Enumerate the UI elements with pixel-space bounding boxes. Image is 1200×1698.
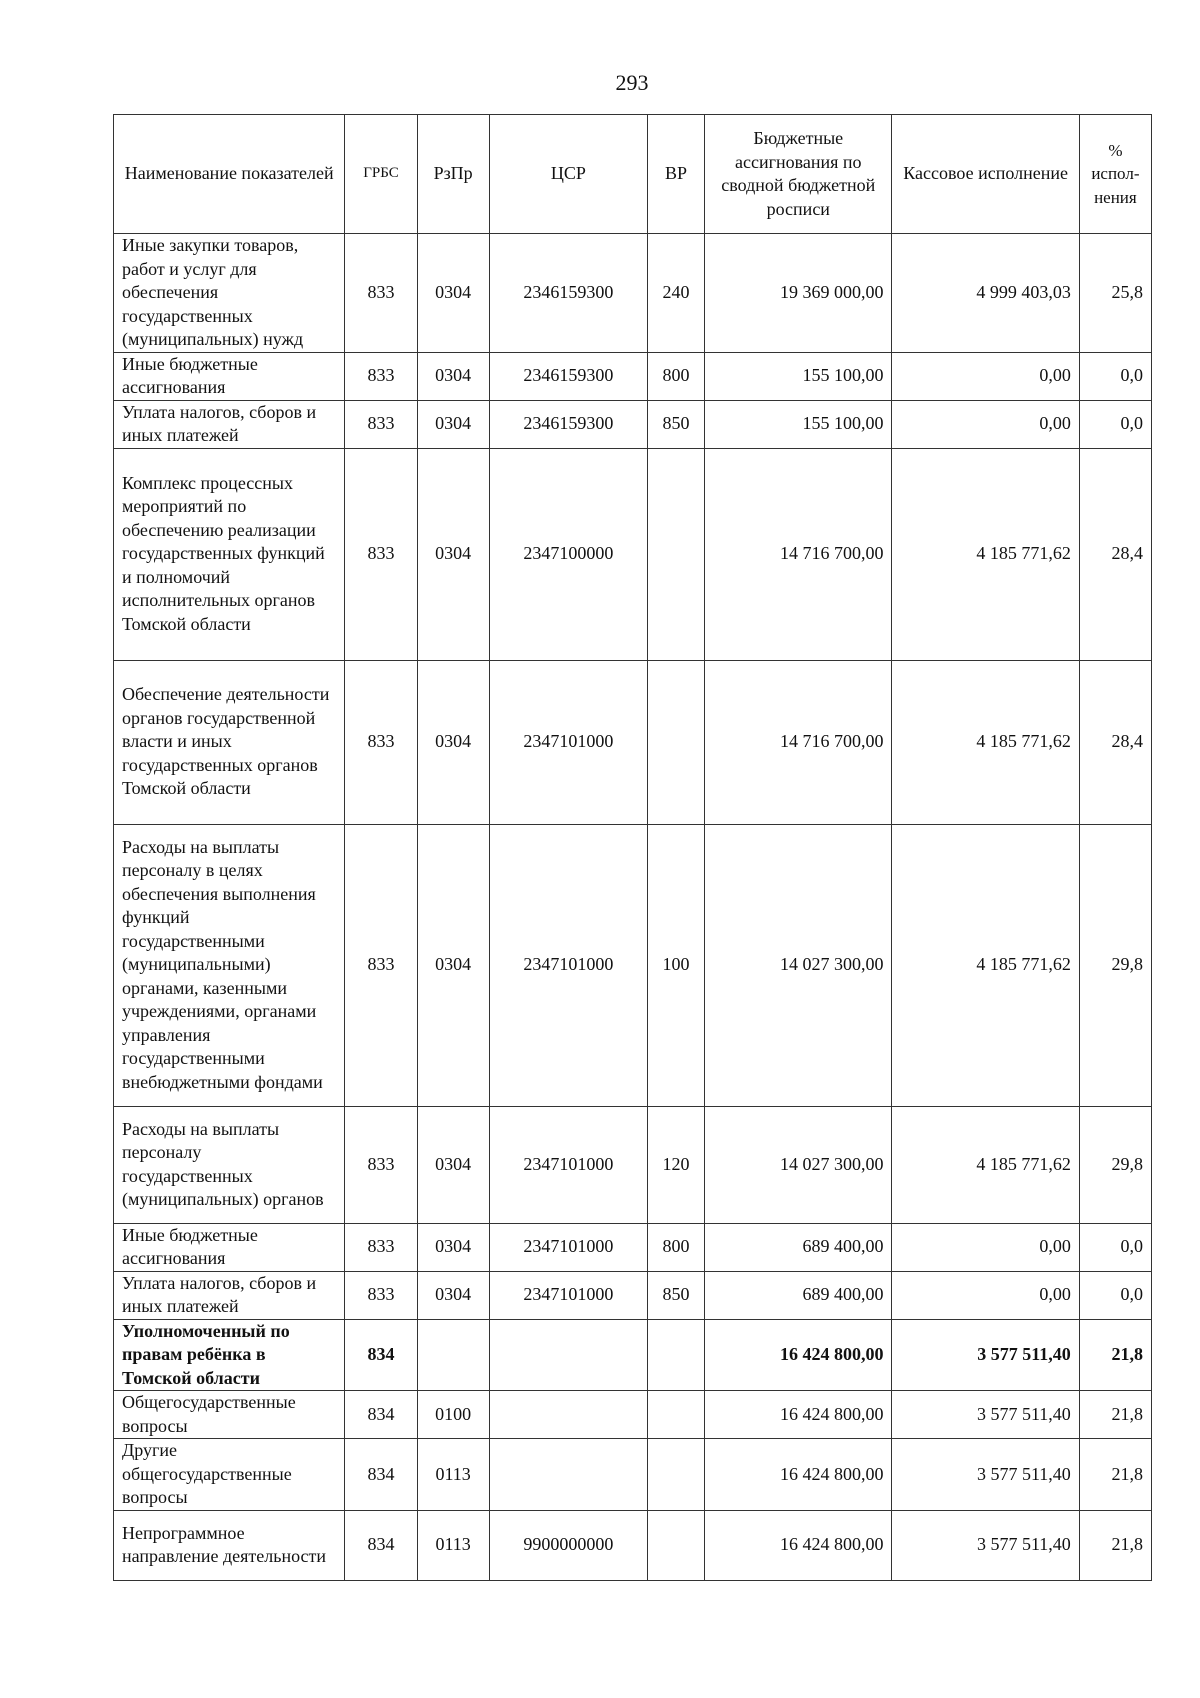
- cell-assignments: 155 100,00: [705, 400, 892, 448]
- cell-cash: 3 577 511,40: [892, 1439, 1079, 1511]
- cell-pct: 0,0: [1079, 352, 1151, 400]
- cell-assignments: 16 424 800,00: [705, 1391, 892, 1439]
- cell-cash: 4 185 771,62: [892, 824, 1079, 1106]
- cell-vr: [647, 1439, 704, 1511]
- cell-assignments: 689 400,00: [705, 1271, 892, 1319]
- cell-name: Иные бюджетные ассигнования: [114, 352, 345, 400]
- table-row: [114, 1391, 1152, 1439]
- cell-pct: 25,8: [1079, 234, 1151, 353]
- table-row: [114, 1510, 1152, 1580]
- cell-rzpr: 0304: [417, 824, 489, 1106]
- cell-cash: 4 185 771,62: [892, 1106, 1079, 1223]
- cell-name: Уполномоченный по правам ребёнка в Томской области: [114, 1319, 345, 1391]
- cell-pct: 29,8: [1079, 1106, 1151, 1223]
- cell-assignments: 14 027 300,00: [705, 1106, 892, 1223]
- cell-vr: [647, 1510, 704, 1580]
- table-row: [114, 234, 1152, 353]
- cell-pct: 0,0: [1079, 1223, 1151, 1271]
- header-pct: % испол-нения: [1079, 115, 1151, 234]
- table-header: [114, 115, 1152, 234]
- cell-cash: 0,00: [892, 400, 1079, 448]
- cell-rzpr: 0304: [417, 448, 489, 660]
- cell-assignments: 19 369 000,00: [705, 234, 892, 353]
- header-vr: ВР: [647, 115, 704, 234]
- cell-pct: 21,8: [1079, 1391, 1151, 1439]
- cell-name: Другие общегосударственные вопросы: [114, 1439, 345, 1511]
- cell-grbs: 833: [345, 448, 417, 660]
- cell-name: Комплекс процессных мероприятий по обеспечению реализации государственных функций и полномочий исполнительных органов Томской области: [114, 448, 345, 660]
- cell-rzpr: 0304: [417, 1106, 489, 1223]
- cell-grbs: 833: [345, 660, 417, 824]
- table-row: [114, 400, 1152, 448]
- cell-grbs: 834: [345, 1319, 417, 1391]
- cell-vr: 120: [647, 1106, 704, 1223]
- cell-grbs: 834: [345, 1391, 417, 1439]
- cell-csr: 2347101000: [489, 660, 647, 824]
- cell-grbs: 833: [345, 824, 417, 1106]
- cell-csr: 2347100000: [489, 448, 647, 660]
- cell-assignments: 16 424 800,00: [705, 1439, 892, 1511]
- cell-rzpr: 0304: [417, 400, 489, 448]
- cell-assignments: 16 424 800,00: [705, 1319, 892, 1391]
- cell-csr: 2347101000: [489, 1271, 647, 1319]
- cell-rzpr: 0304: [417, 1271, 489, 1319]
- header-rzpr: РзПр: [417, 115, 489, 234]
- cell-assignments: 14 716 700,00: [705, 660, 892, 824]
- header-csr: ЦСР: [489, 115, 647, 234]
- cell-grbs: 834: [345, 1510, 417, 1580]
- cell-assignments: 155 100,00: [705, 352, 892, 400]
- cell-grbs: 833: [345, 1106, 417, 1223]
- cell-pct: 21,8: [1079, 1510, 1151, 1580]
- cell-cash: 3 577 511,40: [892, 1510, 1079, 1580]
- cell-pct: 0,0: [1079, 1271, 1151, 1319]
- cell-pct: 21,8: [1079, 1439, 1151, 1511]
- table-row: [114, 1319, 1152, 1391]
- table-row: [114, 1439, 1152, 1511]
- budget-execution-table: [113, 114, 1152, 1581]
- cell-grbs: 834: [345, 1439, 417, 1511]
- cell-csr: 2347101000: [489, 1106, 647, 1223]
- table-row: [114, 352, 1152, 400]
- table-row: [114, 660, 1152, 824]
- cell-rzpr: 0304: [417, 234, 489, 353]
- cell-name: Расходы на выплаты персоналу государственных (муниципальных) органов: [114, 1106, 345, 1223]
- cell-name: Обеспечение деятельности органов государственной власти и иных государственных органов Томской области: [114, 660, 345, 824]
- cell-grbs: 833: [345, 1271, 417, 1319]
- cell-name: Иные бюджетные ассигнования: [114, 1223, 345, 1271]
- cell-cash: 0,00: [892, 352, 1079, 400]
- cell-grbs: 833: [345, 1223, 417, 1271]
- header-assignments: Бюджетные ассигнования по сводной бюджетной росписи: [705, 115, 892, 234]
- cell-pct: 29,8: [1079, 824, 1151, 1106]
- cell-cash: 4 185 771,62: [892, 660, 1079, 824]
- cell-vr: 850: [647, 1271, 704, 1319]
- cell-csr: 9900000000: [489, 1510, 647, 1580]
- header-cash: Кассовое исполнение: [892, 115, 1079, 234]
- cell-csr: 2346159300: [489, 400, 647, 448]
- cell-name: Непрограммное направление деятельности: [114, 1510, 345, 1580]
- header-grbs: ГРБС: [345, 115, 417, 234]
- cell-assignments: 689 400,00: [705, 1223, 892, 1271]
- cell-name: Иные закупки товаров, работ и услуг для обеспечения государственных (муниципальных) нужд: [114, 234, 345, 353]
- cell-assignments: 14 716 700,00: [705, 448, 892, 660]
- cell-vr: 240: [647, 234, 704, 353]
- table-row: [114, 448, 1152, 660]
- cell-vr: 800: [647, 1223, 704, 1271]
- cell-rzpr: 0100: [417, 1391, 489, 1439]
- table-row: [114, 1106, 1152, 1223]
- header-name: Наименование показателей: [114, 115, 345, 234]
- cell-csr: 2346159300: [489, 352, 647, 400]
- cell-csr: 2347101000: [489, 824, 647, 1106]
- cell-rzpr: 0304: [417, 352, 489, 400]
- cell-assignments: 14 027 300,00: [705, 824, 892, 1106]
- cell-pct: 21,8: [1079, 1319, 1151, 1391]
- cell-vr: 850: [647, 400, 704, 448]
- cell-grbs: 833: [345, 234, 417, 353]
- cell-cash: 3 577 511,40: [892, 1319, 1079, 1391]
- cell-cash: 3 577 511,40: [892, 1391, 1079, 1439]
- cell-pct: 28,4: [1079, 660, 1151, 824]
- cell-vr: [647, 448, 704, 660]
- table-row: [114, 824, 1152, 1106]
- cell-rzpr: 0304: [417, 1223, 489, 1271]
- cell-assignments: 16 424 800,00: [705, 1510, 892, 1580]
- cell-csr: [489, 1439, 647, 1511]
- cell-pct: 28,4: [1079, 448, 1151, 660]
- cell-rzpr: 0113: [417, 1439, 489, 1511]
- cell-name: Уплата налогов, сборов и иных платежей: [114, 400, 345, 448]
- cell-csr: 2346159300: [489, 234, 647, 353]
- cell-vr: 800: [647, 352, 704, 400]
- cell-rzpr: 0304: [417, 660, 489, 824]
- cell-name: Расходы на выплаты персоналу в целях обеспечения выполнения функций государственными (муниципальными) органами, казенными учреждениями, органами управления государственными внебюджетными фондами: [114, 824, 345, 1106]
- cell-name: Уплата налогов, сборов и иных платежей: [114, 1271, 345, 1319]
- table-body: [114, 234, 1152, 1581]
- cell-cash: 0,00: [892, 1271, 1079, 1319]
- cell-grbs: 833: [345, 352, 417, 400]
- cell-pct: 0,0: [1079, 400, 1151, 448]
- cell-vr: [647, 1319, 704, 1391]
- cell-grbs: 833: [345, 400, 417, 448]
- cell-csr: 2347101000: [489, 1223, 647, 1271]
- cell-cash: 4 999 403,03: [892, 234, 1079, 353]
- cell-name: Общегосударственные вопросы: [114, 1391, 345, 1439]
- cell-vr: [647, 1391, 704, 1439]
- cell-vr: [647, 660, 704, 824]
- table-row: [114, 1271, 1152, 1319]
- cell-rzpr: [417, 1319, 489, 1391]
- cell-cash: 0,00: [892, 1223, 1079, 1271]
- cell-vr: 100: [647, 824, 704, 1106]
- page-number: 293: [615, 70, 649, 95]
- cell-csr: [489, 1391, 647, 1439]
- cell-cash: 4 185 771,62: [892, 448, 1079, 660]
- cell-csr: [489, 1319, 647, 1391]
- table-row: [114, 1223, 1152, 1271]
- cell-rzpr: 0113: [417, 1510, 489, 1580]
